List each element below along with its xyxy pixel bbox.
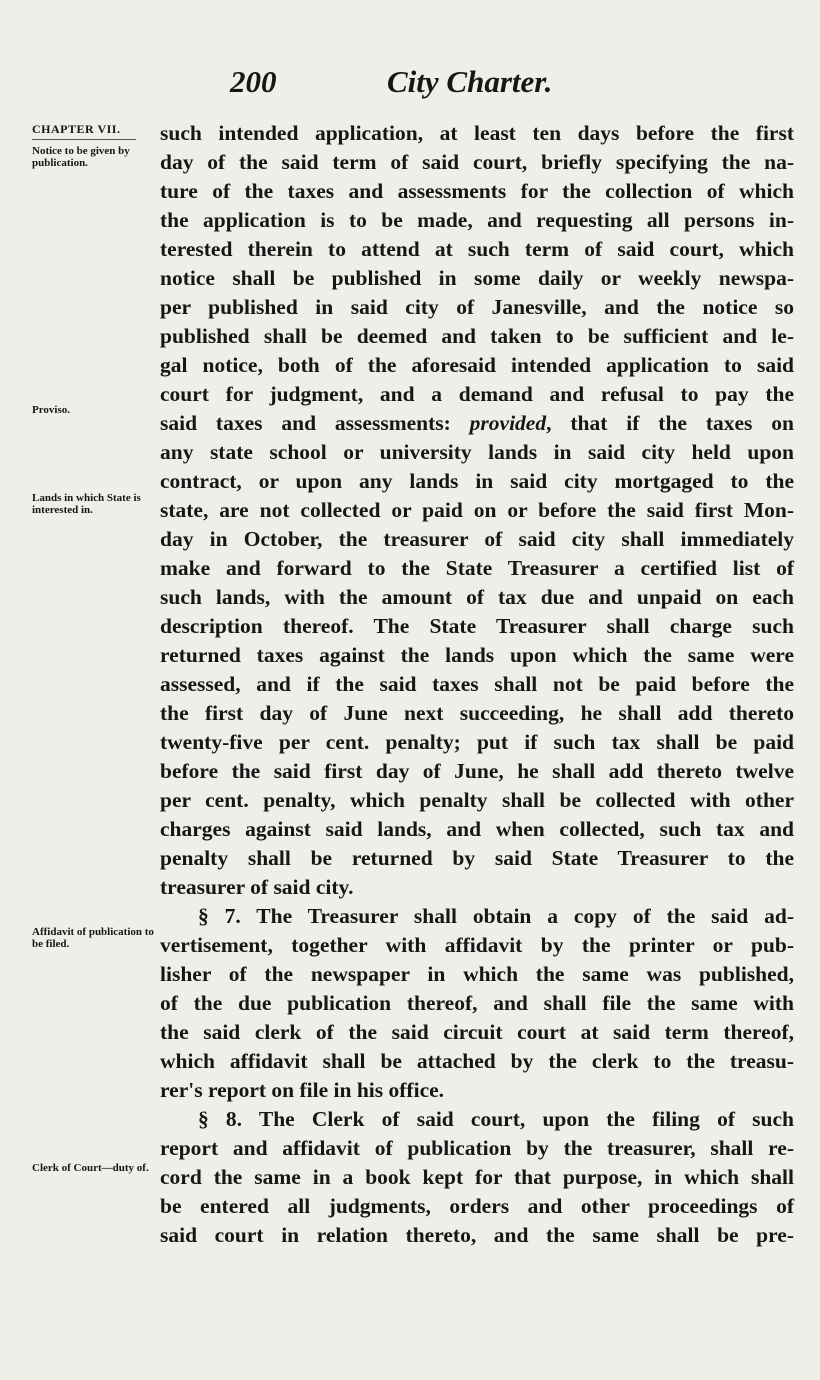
text-line: twenty-five per cent. penalty; put if such tax shall be paid: [160, 730, 794, 754]
text-line: before the said first day of June, he shall add thereto twelve: [160, 759, 794, 783]
text-line: returned taxes against the lands upon which the same were: [160, 643, 794, 667]
text-line: state, are not collected or paid on or before the said first Mon-: [160, 498, 794, 522]
text-line: gal notice, both of the aforesaid intended application to said: [160, 353, 794, 377]
text-line: of the due publication thereof, and shall file the same with: [160, 991, 794, 1015]
text-line: such lands, with the amount of tax due and unpaid on each: [160, 585, 794, 609]
running-header: [0, 64, 820, 104]
text-line: the said clerk of the said circuit court at said term thereof,: [160, 1020, 794, 1044]
text-line: vertisement, together with affidavit by the printer or pub-: [160, 933, 794, 957]
text-line: report and affidavit of publication by the treasurer, shall re-: [160, 1136, 794, 1160]
margin-note-state-lands: Lands in which State is interested in.: [32, 492, 141, 516]
margin-note-proviso: Proviso.: [32, 404, 70, 416]
text-line: such intended application, at least ten days before the first: [160, 121, 794, 145]
text-line: description thereof. The State Treasurer shall charge such: [160, 614, 794, 638]
text-line: cord the same in a book kept for that purpose, in which shall: [160, 1165, 794, 1189]
text-line: make and forward to the State Treasurer a certified list of: [160, 556, 794, 580]
text-line: penalty shall be returned by said State Treasurer to the: [160, 846, 794, 870]
text-line: day in October, the treasurer of said city shall immediately: [160, 527, 794, 551]
text-line: published shall be deemed and taken to be sufficient and le-: [160, 324, 794, 348]
text-line: charges against said lands, and when collected, such tax and: [160, 817, 794, 841]
section-7-start: § 7. The Treasurer shall obtain a copy of the said ad-: [198, 904, 794, 928]
text-line: which affidavit shall be attached by the clerk to the treasu-: [160, 1049, 794, 1073]
margin-note-affidavit: Affidavit of publication to be filed.: [32, 926, 154, 950]
text-line: the first day of June next succeeding, he shall add thereto: [160, 701, 794, 725]
text-line: said taxes and assessments: provided, that if the taxes on: [160, 411, 794, 435]
page-title: City Charter.: [387, 64, 553, 99]
body-text: [160, 119, 794, 1250]
text-line: ture of the taxes and assessments for the collection of which: [160, 179, 794, 203]
margin-note-clerk-duty: Clerk of Court—duty of.: [32, 1162, 149, 1174]
chapter-rule: [32, 139, 136, 140]
text-line: notice shall be published in some daily or weekly newspa-: [160, 266, 794, 290]
text-line: said court in relation thereto, and the same shall be pre-: [160, 1223, 794, 1247]
text-line: per cent. penalty, which penalty shall be collected with other: [160, 788, 794, 812]
text-line: contract, or upon any lands in said city mortgaged to the: [160, 469, 794, 493]
text-line: per published in said city of Janesville, and the notice so: [160, 295, 794, 319]
text-line: any state school or university lands in said city held upon: [160, 440, 794, 464]
text-line: rer's report on file in his office.: [160, 1078, 445, 1102]
text-line: lisher of the newspaper in which the same was published,: [160, 962, 794, 986]
page-number: 200: [230, 64, 277, 99]
emphasis-provided: provided: [469, 411, 547, 435]
section-8-start: § 8. The Clerk of said court, upon the filing of such: [198, 1107, 794, 1131]
text-line: day of the said term of said court, briefly specifying the na-: [160, 150, 794, 174]
text-line: the application is to be made, and requesting all persons in-: [160, 208, 794, 232]
text-line: treasurer of said city.: [160, 875, 354, 899]
text-line: be entered all judgments, orders and other proceedings of: [160, 1194, 794, 1218]
margin-note-notice: Notice to be given by publication.: [32, 145, 130, 169]
text-line: court for judgment, and a demand and refusal to pay the: [160, 382, 794, 406]
chapter-label: CHAPTER VII.: [32, 122, 121, 136]
text-line: terested therein to attend at such term of said court, which: [160, 237, 794, 261]
text-line: assessed, and if the said taxes shall not be paid before the: [160, 672, 794, 696]
